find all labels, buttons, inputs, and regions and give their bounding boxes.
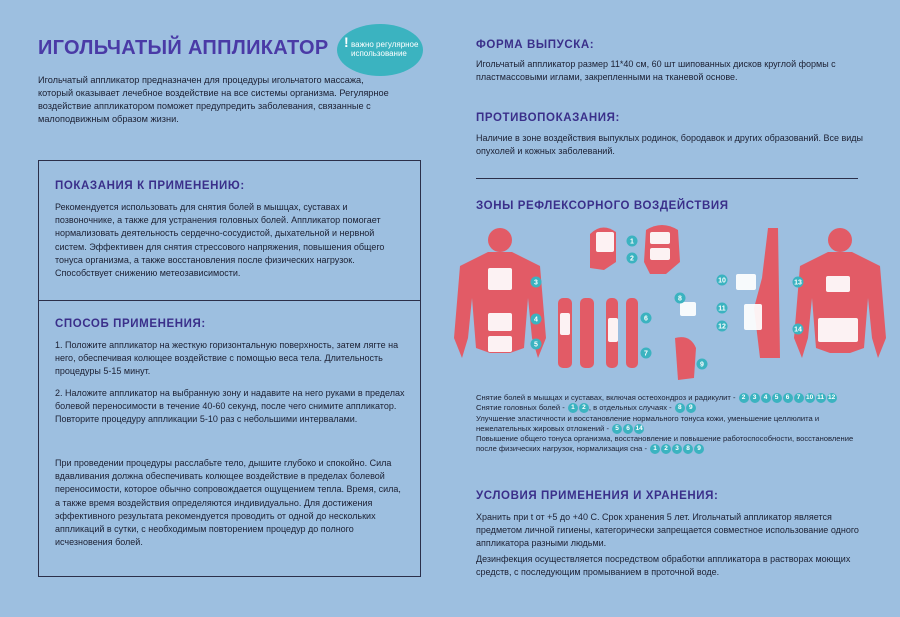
usage-step-2: 2. Наложите аппликатор на выбранную зону и надавите на него руками в пределах болевой переносимости в течение 40-60 секунд, после чего снимите аппликатор. Повторите процедуру аппликации 5-10 раз с небольшими интервалами. — [55, 388, 405, 425]
storage-text-2: Дезинфекция осуществляется посредством обработки аппликатора в растворах моющих средств, с последующим промыванием в проточной воде. — [476, 554, 851, 578]
legend-line-2: Снятие головных болей - 1 2 , в отдельных случаях - 8 9 — [476, 403, 876, 413]
zone-number-badge: 14 — [635, 424, 643, 432]
usage-box — [38, 300, 421, 577]
zone-marker-7 — [641, 348, 652, 359]
zone-marker-13 — [793, 277, 804, 288]
zone-marker-9 — [697, 359, 708, 370]
zone-number-badge: 2 — [579, 403, 589, 413]
legend-1-numbers — [738, 393, 837, 402]
storage-title: УСЛОВИЯ ПРИМЕНЕНИЯ И ХРАНЕНИЯ: — [476, 490, 719, 502]
legend-line-1: Снятие болей в мышцах и суставах, включая остеохондроз и радикулит - 2 3 4 5 6 7 10 11 12 — [476, 393, 836, 402]
zone-marker-5 — [531, 339, 542, 350]
zone-number-badge: 1 — [568, 403, 578, 413]
indications-box — [38, 160, 421, 301]
legend-line-3: Улучшение эластичности и восстановление нормального тонуса кожи, уменьшение целлюлита и нежелательных жировых отложений - 5 6 14 — [476, 413, 820, 433]
zone-number-badge: 5 — [612, 424, 622, 434]
important-badge — [337, 24, 423, 76]
legend-line-4: Повышение общего тонуса организма, восстановление и повышение работоспособности, восстановление после физических нагрузок, нормализация сна - 1 2 3 8 9 — [476, 434, 854, 454]
indications-text: Рекомендуется использовать для снятия болей в мышцах, суставах и позвоночнике, а также для устранения головных болей. Аппликатор помогает нормализовать деятельность сердечно-сосудистой, дыхательной и нервной систем. Эффективен для снятия стрессового напряжения, повышения общего тонуса организма, а также восстановления после физических нагрузок. Способствует снижению метеозависимости. — [55, 202, 385, 279]
zone-number-badge: 2 — [661, 444, 671, 454]
zone-marker-12 — [717, 321, 728, 332]
zone-marker-3 — [531, 277, 542, 288]
zone-number-badge: 5 — [772, 393, 782, 403]
svg-text:2: 2 — [630, 255, 634, 263]
svg-text:11: 11 — [718, 305, 726, 313]
zone-marker-6 — [641, 313, 652, 324]
zone-number-badge: 9 — [686, 403, 696, 413]
zone-number-badge: 3 — [672, 444, 682, 454]
svg-text:12: 12 — [718, 323, 726, 331]
zone-marker-8 — [675, 293, 686, 304]
svg-text:14: 14 — [794, 326, 802, 334]
form-text: Игольчатый аппликатор размер 11*40 см, 60 шт шипованных дисков круглой формы с пластмассовыми иглами, закрепленными на тканевой основе. — [476, 59, 836, 83]
badge-text: важно регулярное использование — [351, 40, 419, 58]
zone-marker-2 — [627, 253, 638, 264]
reflex-zones-diagram — [440, 218, 900, 393]
zone-number-badge: 6 — [623, 424, 633, 434]
exclamation-icon: ! — [344, 34, 349, 50]
zones-title: ЗОНЫ РЕФЛЕКСОРНОГО ВОЗДЕЙСТВИЯ — [476, 200, 729, 212]
svg-text:5: 5 — [534, 341, 538, 349]
zone-number-badge: 8 — [675, 403, 685, 413]
zone-marker-10 — [717, 275, 728, 286]
svg-text:7: 7 — [644, 350, 648, 358]
zone-number-badge: 1 — [650, 444, 660, 454]
zone-number-badge: 3 — [750, 393, 760, 403]
svg-text:13: 13 — [794, 279, 802, 287]
intro-text: Игольчатый аппликатор предназначен для процедуры игольчатого массажа, который оказывает лечебное воздействие на все системы организма. Регулярное воздействие аппликатором поможет предупредить заболевания, связанные с малоподвижным образом жизни. — [38, 75, 389, 124]
svg-text:6: 6 — [644, 315, 648, 323]
zone-number-badge: 8 — [683, 444, 693, 454]
zone-number-badge: 7 — [794, 393, 804, 403]
usage-step-1: 1. Положите аппликатор на жесткую горизонтальную поверхность, затем лягте на него, обеспечивая колющее воздействие с помощью веса тела. Длительность процедуры 5-15 минут. — [55, 340, 399, 377]
usage-title: СПОСОБ ПРИМЕНЕНИЯ: — [55, 318, 206, 330]
zone-marker-1 — [627, 236, 638, 247]
svg-text:4: 4 — [534, 316, 538, 324]
svg-text:1: 1 — [630, 238, 634, 246]
storage-text-1: Хранить при t от +5 до +40 С. Срок хранения 5 лет. Игольчатый аппликатор является предметом личной гигиены, категорически запрещается совместное использование одного аппликатора разными людьми. — [476, 512, 859, 549]
zone-marker-4 — [531, 314, 542, 325]
figure-side — [754, 228, 780, 358]
zone-number-badge: 4 — [761, 393, 771, 403]
contra-text: Наличие в зоне воздействия выпуклых родинок, бородавок и других образований. Все виды опухолей и кожных заболеваний. — [476, 133, 863, 157]
zones-legend — [476, 393, 876, 455]
svg-text:3: 3 — [534, 279, 538, 287]
zone-number-badge: 9 — [694, 444, 704, 454]
figure-legs — [558, 295, 696, 380]
zone-marker-11 — [717, 303, 728, 314]
page-title: ИГОЛЬЧАТЫЙ АППЛИКАТОР — [38, 37, 329, 59]
contra-title: ПРОТИВОПОКАЗАНИЯ: — [476, 112, 620, 124]
zone-number-badge: 2 — [739, 393, 749, 403]
indications-title: ПОКАЗАНИЯ К ПРИМЕНЕНИЮ: — [55, 180, 245, 192]
zone-number-badge: 11 — [817, 394, 825, 401]
svg-text:8: 8 — [678, 295, 682, 303]
svg-text:10: 10 — [718, 277, 726, 285]
zone-number-badge: 12 — [827, 394, 836, 401]
usage-advice: При проведении процедуры расслабьте тело, дышите глубоко и спокойно. Сила вдавливания должна обеспечивать колющее воздействие в пределах болевой переносимости, которое обычно сопровождается ощущением тепла. Время, сила, а также время воздействия определяются индивидуально. Для достижения эффективного результата рекомендуется проводить от одной до нескольких аппликаций в сутки, с необходимым повторением процедур до полного исчезновения болей. — [55, 458, 401, 548]
svg-text:9: 9 — [700, 361, 704, 369]
form-title: ФОРМА ВЫПУСКА: — [476, 39, 595, 51]
zone-marker-14 — [793, 324, 804, 335]
zone-number-badge: 6 — [783, 393, 793, 403]
divider — [476, 178, 858, 179]
zone-number-badge: 10 — [805, 394, 814, 401]
